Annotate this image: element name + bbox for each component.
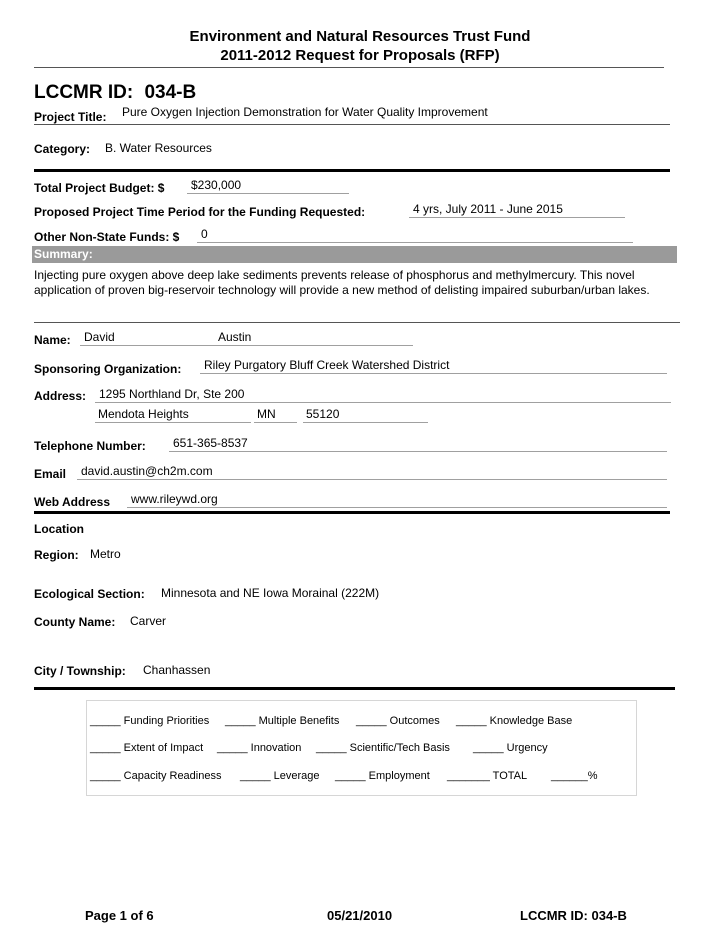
budget-label: Total Project Budget: $ [34,181,165,195]
location-heading: Location [34,522,84,536]
telephone-value: 651-365-8537 [173,436,248,450]
score-row-3-col-4: _______ TOTAL [447,770,528,782]
score-row-2-col-2: _____ Innovation [217,742,302,754]
form-title-line2: 2011-2012 Request for Proposals (RFP) [220,47,500,64]
organization-value: Riley Purgatory Bluff Creek Watershed District [204,358,450,372]
project-title-value: Pure Oxygen Injection Demonstration for Water Quality Improvement [122,105,488,119]
zip-value: 55120 [306,407,340,421]
time-period-value: 4 yrs, July 2011 - June 2015 [413,202,563,216]
budget-value: $230,000 [191,178,242,192]
score-row-1-col-2: _____ Multiple Benefits [225,715,340,727]
organization-field [200,358,667,374]
non-state-funds-value: 0 [201,227,208,241]
county-label: County Name: [34,615,116,629]
non-state-funds-label: Other Non-State Funds: $ [34,230,180,244]
first-name: David [84,330,115,344]
category-rule [34,169,670,172]
city-value: Mendota Heights [98,407,189,421]
score-row-3-col-2: _____ Leverage [240,770,320,782]
zip-field [303,407,428,423]
score-row-1-col-1: _____ Funding Priorities [90,715,210,727]
ecological-section-value: Minnesota and NE Iowa Morainal (222M) [161,586,380,600]
category-label: Category: [34,142,91,156]
address-label: Address: [34,389,87,403]
footer-page-number: Page 1 of 6 [85,908,154,923]
time-period-label: Proposed Project Time Period for the Funding Requested: [34,205,366,219]
street-field [95,387,671,403]
state-value: MN [257,407,276,421]
header-rule [34,67,664,68]
telephone-label: Telephone Number: [34,439,146,453]
state-field [254,407,297,423]
non-state-funds-field [197,227,633,243]
project-title-label: Project Title: [34,110,107,124]
region-value: Metro [90,547,121,561]
location-rule [34,687,675,690]
city-township-value: Chanhassen [143,663,211,677]
email-value: david.austin@ch2m.com [81,464,213,478]
score-row-3-col-1: _____ Capacity Readiness [90,770,222,782]
region-label: Region: [34,548,79,562]
street-value: 1295 Northland Dr, Ste 200 [99,387,245,401]
telephone-field [169,436,667,452]
name-label: Name: [34,333,71,347]
score-row-1-col-3: _____ Outcomes [356,715,440,727]
lccmr-id-heading [34,82,196,104]
ecological-section-label: Ecological Section: [34,587,145,601]
budget-field [187,178,349,194]
city-township-label: City / Township: [34,664,126,678]
score-row-3-col-5: ______% [551,770,598,782]
title-rule [34,124,670,125]
summary-text: Injecting pure oxygen above deep lake sediments prevents release of phosphorus and methylmercury. This novel application of proven big-reservoir technology will provide a new method of delisting impaired suburban/urban lakes. [34,268,650,297]
footer-lccmr-id: LCCMR ID: 034-B [520,908,627,923]
summary-header [32,246,677,263]
score-row-2-col-4: _____ Urgency [473,742,548,754]
name-field [80,330,413,346]
footer-date: 05/21/2010 [327,908,393,923]
category-value: B. Water Resources [105,141,212,155]
score-row-1-col-4: _____ Knowledge Base [456,715,573,727]
lccmr-id-label: LCCMR ID: [34,82,134,103]
email-label: Email [34,467,67,481]
web-address-field [127,492,667,508]
web-address-label: Web Address [34,495,111,509]
city-field [95,407,251,423]
lccmr-id-value: 034-B [144,82,197,103]
last-name: Austin [218,330,252,344]
web-address-value: www.rileywd.org [131,492,218,506]
summary-rule [34,322,680,323]
email-field [77,464,667,480]
score-row-2-col-1: _____ Extent of Impact [90,742,204,754]
county-value: Carver [130,614,167,628]
score-row-2-col-3: _____ Scientific/Tech Basis [316,742,450,754]
score-row-3-col-3: _____ Employment [335,770,430,782]
form-title-line1: Environment and Natural Resources Trust Fund [189,28,531,45]
summary-label: Summary: [34,247,93,261]
contact-rule [34,511,670,514]
organization-label: Sponsoring Organization: [34,362,182,376]
time-period-field [409,202,625,218]
